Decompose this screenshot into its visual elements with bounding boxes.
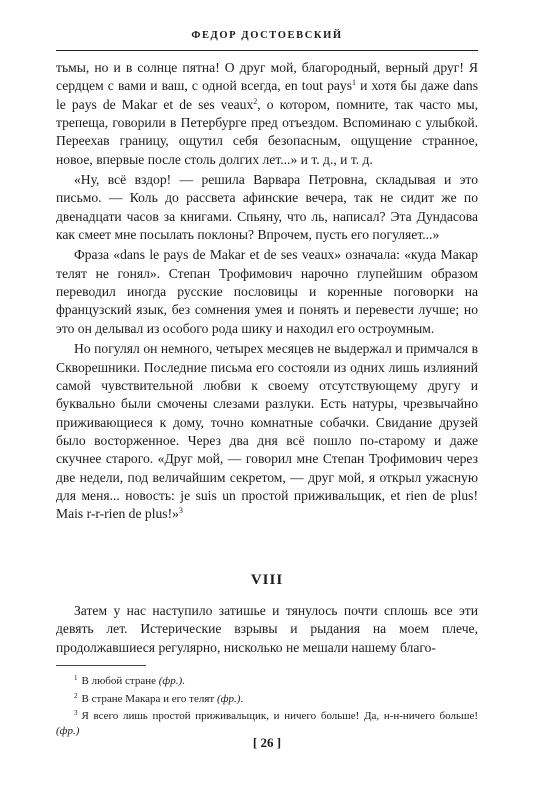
footnote-number: 3 <box>74 709 78 717</box>
footnote-rule <box>56 665 146 666</box>
footnote-number: 1 <box>74 674 78 682</box>
footnote-lang: (фр.) <box>56 724 80 737</box>
footnote-ref[interactable]: 3 <box>178 506 183 516</box>
chapter-heading: VIII <box>250 572 284 588</box>
footnote-lang: (фр.) <box>216 692 241 705</box>
footnote <box>56 706 478 738</box>
footnote-text: В стране Макара и его телят <box>81 692 217 705</box>
paragraph: «Ну, всё вздор! — решила Варвара Петровна, складывая и это письмо. — Коль до рассвета афинские вечера, так не сидит же по двенадцати часов за книгами. Спьяну, что ль, написал? Эта Дундасова как смеет мне посылать поклоны? Впрочем, пусть его погуляет...» <box>56 172 478 243</box>
footnote-ref[interactable]: 2 <box>253 96 258 106</box>
paragraph: Фраза «dans le pays de Makar et de ses veaux» означала: «куда Макар телят не гонял». Степан Трофимович нарочно глупейшим образом переводил иногда русские пословицы и коренные поговорки на французский язык, без сомнения умея и понять и перевести лучше; но это он делывал из особого рода шику и находил его остроумным. <box>56 247 478 336</box>
footnote-number: 2 <box>74 691 78 700</box>
page-number: [ 26 ] <box>252 735 282 750</box>
footnote-tail: . <box>182 675 185 687</box>
footnotes <box>56 671 478 738</box>
paragraph: Затем у нас наступило затишье и тянулось почти сплошь все эти девять лет. Истерические взрывы и рыдания на моем плече, продолжавшиеся регулярно, нисколько не мешали нашему благо- <box>56 603 478 655</box>
footnote-ref[interactable]: 1 <box>352 78 356 88</box>
paragraph-text: и хотя бы даже dans le pays de Makar et de ses veaux <box>56 78 478 112</box>
paragraph-text: Но погулял он немного, четырех месяцев не выдержал и примчался в Скворешники. Последние письма его состояли из одних лишь излияний самой чувствительной любви к своему отсутствующему другу и буквально были смочены слезами разлуки. Есть натуры, чрезвычайно приживающиеся к дому, точно комнатные собачки. Свидание друзей было восторженное. Через два дня всё пошло по-старому и даже скучнее старого. «Друг мой, — говорил мне Степан Трофимович через две недели, под величайшим секретом, — друг мой, я открыл ужасную для меня... новость: je suis un простой приживальщик, et rien de plus! Mais r-r-rien de plus!» <box>56 341 478 522</box>
paragraph-text: тьмы, но и в солнце пятна! О друг мой, благородный, верный друг! Я сердцем с вами и ваш, с одной всегда, en tout pays <box>56 60 478 94</box>
footnote-lang: (фр.) <box>158 675 183 687</box>
header-rule <box>56 50 478 51</box>
main-text <box>56 59 478 524</box>
paragraph-text: , о котором, помните, так часто мы, трепеща, говорили в Петербурге пред отъездом. Вспоминаю с улыбкой. Переехав границу, ощутил себя безопасным, ощущение странное, новое, впервые после столь долгих лет...» и т. д., и т. д. <box>56 96 478 167</box>
footnote <box>56 689 478 707</box>
paragraph <box>56 340 478 523</box>
footnote <box>56 671 478 689</box>
running-header: ФЕДОР ДОСТОЕВСКИЙ <box>191 30 343 41</box>
footnote-text: Я всего лишь простой приживальщик, и ничего больше! Да, н-н-ничего больше! <box>81 710 478 722</box>
footnote-text: В любой стране <box>81 675 159 687</box>
paragraph <box>56 59 478 169</box>
main-text-continued <box>56 602 478 657</box>
footnote-tail: . <box>240 692 244 705</box>
